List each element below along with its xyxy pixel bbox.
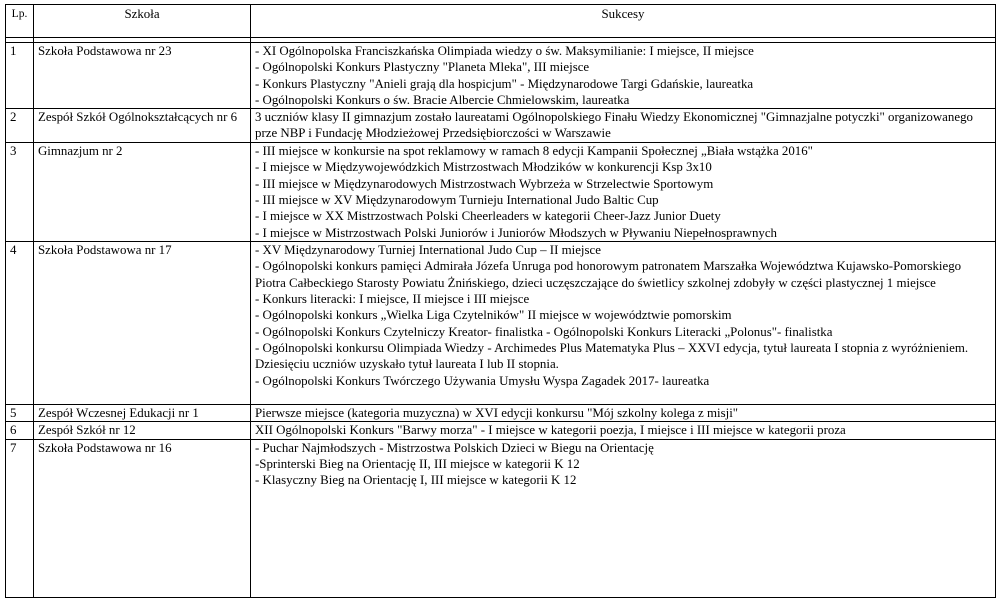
school-name: Zespół Szkół nr 12 (34, 422, 251, 439)
success-line: - I miejsce w XX Mistrzostwach Polski Cheerleaders w kategorii Cheer-Jazz Junior Duety (255, 209, 721, 224)
table-row (6, 405, 996, 422)
row-number: 1 (6, 43, 34, 109)
row-number: 3 (6, 143, 34, 242)
success-line: - III miejsce w konkursie na spot reklamowy w ramach 8 edycji Kampanii Społecznej „Biała wstążka 2016" (255, 144, 813, 159)
success-line: - XI Ogólnopolska Franciszkańska Olimpiada wiedzy o św. Maksymilianie: I miejsce, II miejsce (255, 44, 754, 58)
school-name: Zespół Szkół Ogólnokształcących nr 6 (34, 109, 251, 143)
successes-cell (251, 143, 996, 242)
success-line: - Konkurs literacki: I miejsce, II miejsce i III miejsce (255, 292, 530, 307)
success-line: - III miejsce w XV Międzynarodowym Turnieju International Judo Baltic Cup (255, 193, 659, 208)
table-row (6, 422, 996, 439)
success-line: - Ogólnopolski Konkurs Twórczego Używania Umysłu Wyspa Zagadek 2017- laureatka (255, 373, 710, 388)
success-line: - Klasyczny Bieg na Orientację I, III miejsce w kategorii K 12 (255, 473, 577, 488)
success-line: - Ogólnopolski Konkurs Plastyczny "Planeta Mleka", III miejsce (255, 60, 590, 75)
successes-cell (251, 405, 996, 422)
row-number: 4 (6, 242, 34, 405)
success-line: - III miejsce w Międzynarodowych Mistrzostwach Wybrzeża w Strzelectwie Sportowym (255, 176, 714, 191)
success-line: - Ogólnopolski Konkurs o św. Bracie Albercie Chmielowskim, laureatka (255, 92, 630, 107)
success-line: - I miejsce w Mistrzostwach Polski Juniorów i Juniorów Młodszych w Pływaniu Niepełnosprawnych (255, 225, 778, 240)
table-row (6, 439, 996, 597)
success-line: - Ogólnopolski konkurs pamięci Admirała Józefa Unruga pod honorowym patronatem Marszałka Województwa Kujawsko-Pomorskiego Piotra Całbeckiego Starosty Powiatu Żnińskiego, dzieci uczęszczające do świetlicy szkolnej zdobyły w części plastycznej 1 miejsce (255, 259, 962, 290)
header-successes: Sukcesy (251, 5, 996, 38)
successes-cell (251, 439, 996, 597)
row-number: 2 (6, 109, 34, 143)
header-lp: Lp. (6, 5, 34, 38)
table-row (6, 43, 996, 109)
success-line: - Ogólnopolski konkurs „Wielka Liga Czytelników" II miejsce w województwie pomorskim (255, 308, 732, 323)
header-school: Szkoła (34, 5, 251, 38)
successes-cell (251, 109, 996, 143)
success-line: - Konkurs Plastyczny "Anieli grają dla hospicjum" - Międzynarodowe Targi Gdańskie, laureatka (255, 76, 754, 91)
success-line: 3 uczniów klasy II gimnazjum zostało laureatami Ogólnopolskiego Finału Wiedzy Ekonomicznej "Gimnazjalne potyczki" organizowanego prze NBP i Fundację Młodzieżowej Przedsiębiorczości w Warszawie (255, 110, 973, 141)
table-row (6, 109, 996, 143)
success-line: Pierwsze miejsce (kategoria muzyczna) w XVI edycji konkursu "Mój szkolny kolega z misji" (255, 406, 739, 421)
table-row (6, 143, 996, 242)
successes-cell (251, 242, 996, 405)
success-line: - I miejsce w Międzywojewódzkich Mistrzostwach Młodzików w konkurencji Ksp 3x10 (255, 160, 712, 175)
success-line: - Ogólnopolski Konkurs Czytelniczy Kreator- finalistka - Ogólnopolski Konkurs Literacki „Polonus"- finalistka (255, 324, 833, 339)
success-line: - XV Międzynarodowy Turniej International Judo Cup – II miejsce (255, 243, 601, 258)
successes-cell (251, 43, 996, 109)
row-number: 6 (6, 422, 34, 439)
row-number: 7 (6, 439, 34, 597)
success-line: -Sprinterski Bieg na Orientację II, III miejsce w kategorii K 12 (255, 457, 580, 472)
success-line: XII Ogólnopolski Konkurs "Barwy morza" - I miejsce w kategorii poezja, I miejsce i III miejsce w kategorii proza (255, 423, 846, 438)
successes-table (5, 4, 996, 598)
row-number: 5 (6, 405, 34, 422)
table-row (6, 242, 996, 405)
school-name: Szkoła Podstawowa nr 16 (34, 439, 251, 597)
school-name: Zespół Wczesnej Edukacji nr 1 (34, 405, 251, 422)
success-line: - Puchar Najmłodszych - Mistrzostwa Polskich Dzieci w Biegu na Orientację (255, 440, 654, 455)
success-line: - Ogólnopolski konkursu Olimpiada Wiedzy - Archimedes Plus Matematyka Plus – XXVI edycja, tytuł laureata I stopnia z wyróżnieniem. Dziesięciu uczniów uzyskało tytuł laureata I lub II stopnia. (255, 340, 969, 372)
header-row (6, 5, 996, 38)
school-name: Szkoła Podstawowa nr 23 (34, 43, 251, 109)
successes-cell (251, 422, 996, 439)
school-name: Szkoła Podstawowa nr 17 (34, 242, 251, 405)
school-name: Gimnazjum nr 2 (34, 143, 251, 242)
